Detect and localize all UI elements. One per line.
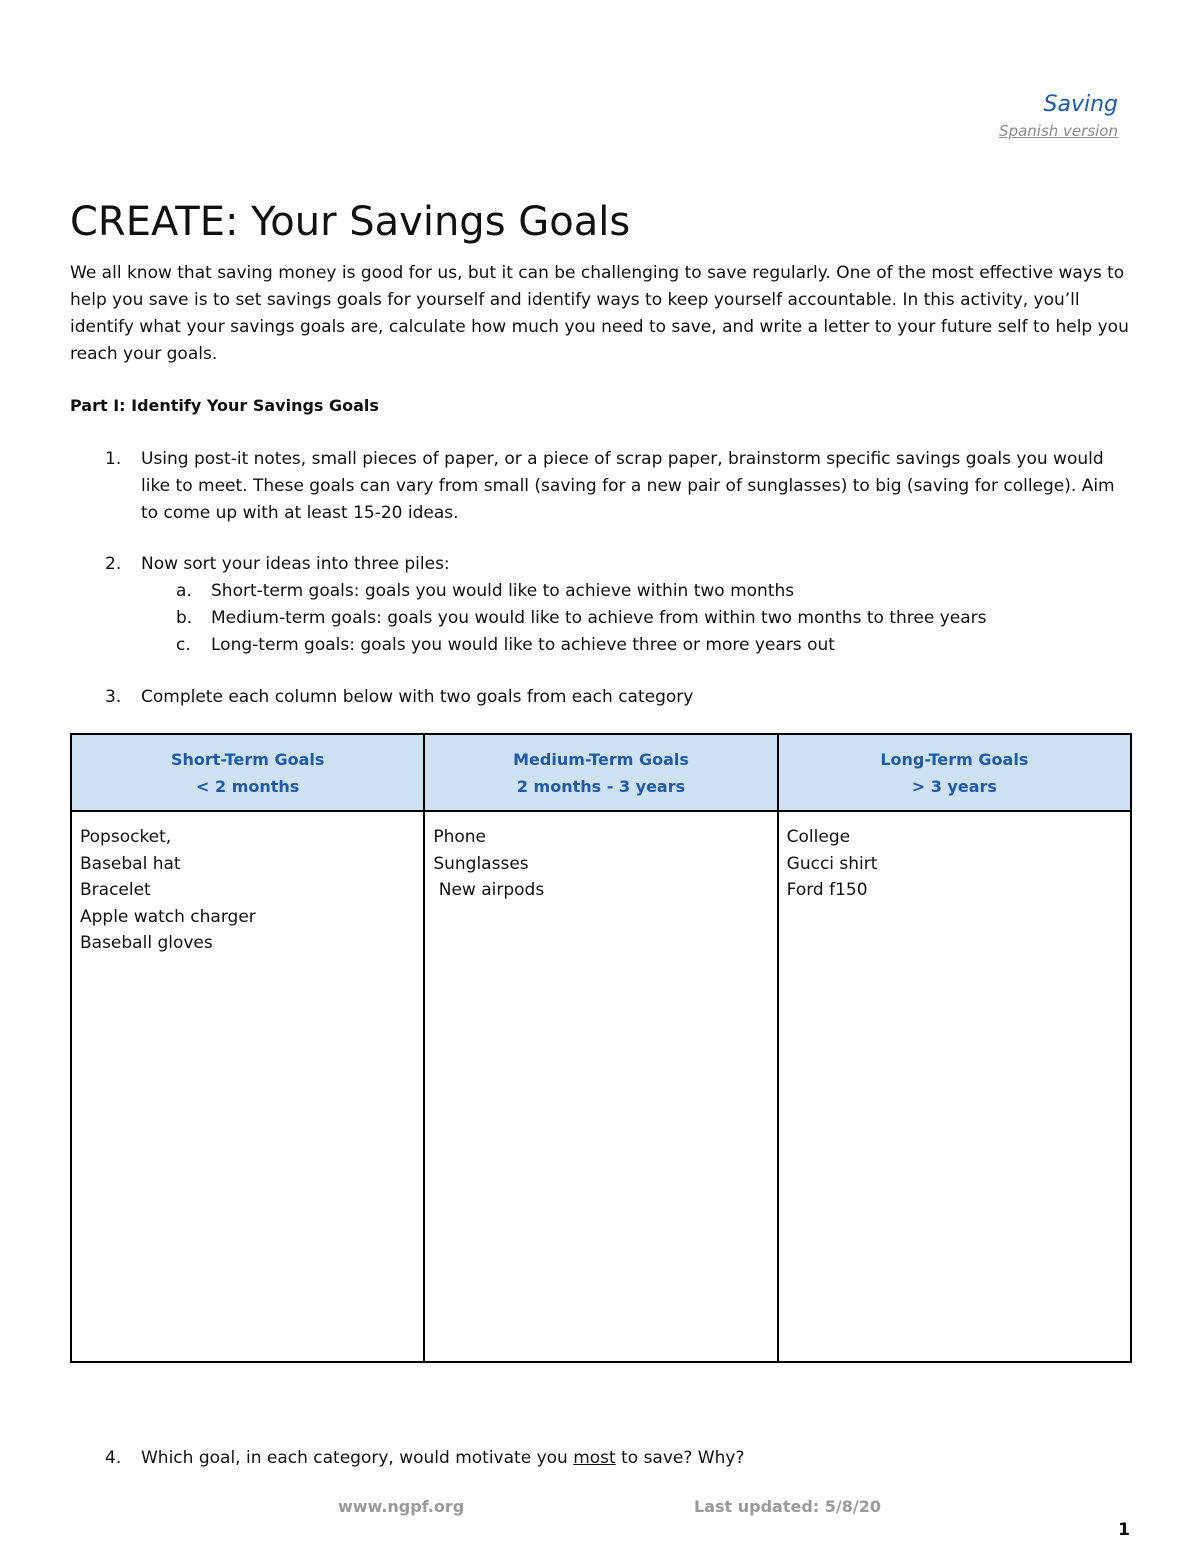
sub-item-c xyxy=(176,632,1130,659)
page-number: 1 xyxy=(1118,1520,1130,1540)
goal-entry: New airpods xyxy=(433,880,545,900)
question-text-end: to save? Why? xyxy=(615,1448,745,1468)
list-item-2 xyxy=(70,551,1130,659)
sub-letter: b. xyxy=(176,608,193,628)
column-subtitle: 2 months - 3 years xyxy=(516,776,686,796)
list-number: 4. xyxy=(105,1448,122,1468)
list-number: 2. xyxy=(105,554,122,574)
goal-entry: College xyxy=(786,827,851,847)
goals-header-row xyxy=(71,734,1131,811)
medium-term-header xyxy=(424,734,777,811)
page-title: CREATE: Your Savings Goals xyxy=(70,199,631,245)
medium-term-cell[interactable] xyxy=(424,811,777,1362)
goal-entry: Bracelet xyxy=(80,880,151,900)
goal-entry: Apple watch charger xyxy=(80,906,256,927)
part-one-heading: Part I: Identify Your Savings Goals xyxy=(70,396,379,415)
page-header xyxy=(999,90,1118,142)
goal-entry: Baseball gloves xyxy=(80,933,213,953)
list-text: Complete each column below with two goals from each category xyxy=(141,687,694,707)
long-term-header xyxy=(778,734,1131,811)
column-subtitle: < 2 months xyxy=(196,776,300,796)
goal-entry: Gucci shirt xyxy=(786,853,878,874)
list-text xyxy=(141,1445,1130,1472)
sub-text: Long-term goals: goals you would like to achieve three or more years out xyxy=(211,635,835,655)
footer-last-updated: Last updated: 5/8/20 xyxy=(694,1497,881,1516)
column-title: Long-Term Goals xyxy=(880,749,1029,769)
long-term-cell[interactable] xyxy=(778,811,1131,1362)
intro-paragraph: We all know that saving money is good for us, but it can be challenging to save regularly. One of the most effective ways to help you save is to set savings goals for yourself and identify ways to keep yourself accountable. In this activity, you’ll identify what your savings goals are, calculate how much you need to save, and write a letter to your future self to help you reach your goals. xyxy=(70,263,1129,364)
goal-entry: Popsocket, xyxy=(80,827,172,847)
footer-website-link[interactable]: www.ngpf.org xyxy=(338,1497,465,1516)
sub-item-a xyxy=(176,578,1130,605)
list-item-1 xyxy=(70,446,1130,527)
list-number: 1. xyxy=(105,449,122,469)
list-item-3 xyxy=(70,684,1130,711)
short-term-header xyxy=(71,734,424,811)
goal-entry: Basebal hat xyxy=(80,853,181,874)
goal-entry: Ford f150 xyxy=(786,880,868,900)
list-text: Now sort your ideas into three piles: xyxy=(141,554,450,574)
sub-letter: c. xyxy=(176,635,191,655)
column-title: Short-Term Goals xyxy=(170,749,325,769)
list-number: 3. xyxy=(105,687,122,707)
goal-entry: Sunglasses xyxy=(433,853,529,874)
short-term-cell[interactable] xyxy=(71,811,424,1362)
unit-title: Saving xyxy=(1043,92,1118,117)
list-item-4 xyxy=(70,1445,1130,1472)
sub-item-b xyxy=(176,605,1130,632)
sub-text: Short-term goals: goals you would like to achieve within two months xyxy=(211,581,795,601)
goals-table xyxy=(70,733,1132,1363)
list-text: Using post-it notes, small pieces of paper, or a piece of scrap paper, brainstorm specific savings goals you would like to meet. These goals can vary from small (saving for a new pair of sunglasses) to big (saving for college). Aim to come up with at least 15-20 ideas. xyxy=(141,449,1115,523)
column-title: Medium-Term Goals xyxy=(513,749,689,769)
goals-entry-row xyxy=(71,811,1131,1362)
sub-letter: a. xyxy=(176,581,192,601)
sub-text: Medium-term goals: goals you would like to achieve from within two months to three years xyxy=(211,608,987,628)
goal-entry: Phone xyxy=(433,827,486,847)
column-subtitle: > 3 years xyxy=(911,776,997,796)
question-text-start: Which goal, in each category, would motivate you xyxy=(141,1448,574,1468)
emphasis-most: most xyxy=(573,1448,616,1468)
spanish-version-link[interactable]: Spanish version xyxy=(999,122,1118,140)
